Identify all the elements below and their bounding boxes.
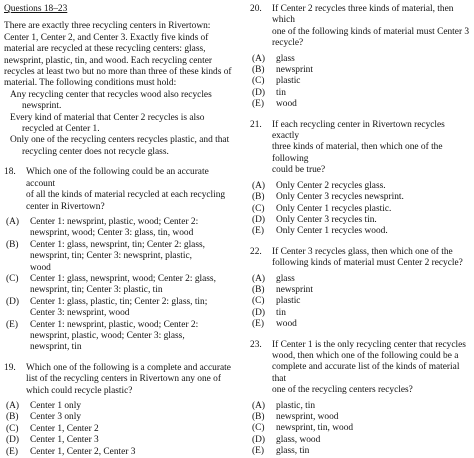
choice-letter: (E)	[252, 446, 264, 457]
choice-letter: (C)	[252, 76, 265, 87]
stem-line: center in Rivertown?	[26, 201, 105, 212]
stem-line: complete and accurate list of the kinds of material that	[272, 362, 460, 384]
condition-line: newsprint.	[22, 101, 62, 112]
choice-b[interactable]	[4, 240, 236, 274]
stem-line: list of the recycling centers in Rivertown any one of	[26, 374, 221, 385]
stem-line: wood, then which one of the following could be a	[272, 350, 459, 361]
question-stem	[26, 363, 236, 397]
choice-a[interactable]	[4, 401, 236, 412]
choice-c[interactable]	[4, 424, 236, 435]
question-stem	[272, 120, 470, 177]
choice-line: Only Center 3 recycles newsprint.	[276, 192, 404, 203]
choice-line: newsprint, tin, wood	[276, 423, 354, 434]
answer-choices	[250, 274, 470, 331]
choice-line: Center 1: glass, plastic, tin; Center 2: glass, tin;	[30, 296, 208, 307]
choice-b[interactable]	[250, 65, 470, 76]
choice-line: Only Center 1 recycles wood.	[276, 226, 388, 237]
question-stem	[272, 340, 470, 397]
choice-c[interactable]	[4, 274, 236, 297]
choice-c[interactable]	[250, 204, 470, 215]
choice-c[interactable]	[250, 76, 470, 87]
choice-letter: (B)	[6, 412, 19, 423]
stem-line: If Center 2 recycles three kinds of material, then which	[272, 4, 454, 26]
choice-line: Center 1, Center 2, Center 3	[30, 446, 136, 457]
choice-line: wood	[276, 319, 297, 330]
stem-line: If Center 1 is the only recycling center that recycles	[272, 339, 466, 350]
answer-choices	[4, 217, 236, 354]
question-23	[250, 340, 470, 458]
choice-letter: (A)	[252, 273, 266, 284]
right-column	[250, 4, 470, 458]
passage-line: recycles at least two but no more than three of these kinds of	[4, 67, 232, 78]
choice-letter: (B)	[252, 65, 265, 76]
choice-line: glass, wood	[276, 434, 321, 445]
choice-e[interactable]	[250, 446, 470, 457]
stem-line: three kinds of material, then which one of the following	[272, 142, 443, 164]
choice-letter: (D)	[252, 214, 266, 225]
choice-line: Only Center 1 recycles plastic.	[276, 203, 392, 214]
choice-letter: (A)	[6, 401, 20, 411]
choice-b[interactable]	[250, 192, 470, 203]
choice-letter: (C)	[252, 423, 265, 434]
choice-letter: (E)	[252, 99, 264, 110]
choice-line: newsprint, tin	[30, 342, 82, 353]
choice-letter: (A)	[6, 216, 20, 227]
answer-choices	[4, 401, 236, 458]
choice-line: Center 1, Center 3	[30, 435, 99, 446]
question-stem	[26, 167, 236, 213]
choice-line: plastic, tin	[276, 400, 316, 411]
choice-letter: (D)	[6, 296, 20, 307]
choice-letter: (C)	[6, 273, 19, 284]
stem-line: one of the following kinds of material must Center 3	[272, 26, 470, 37]
choice-d[interactable]	[4, 297, 236, 320]
choice-line: Center 1: newsprint, plastic, wood; Center 2:	[30, 319, 199, 330]
passage	[4, 21, 236, 158]
condition-3	[4, 135, 236, 158]
choice-b[interactable]	[250, 285, 470, 296]
choice-letter: (D)	[252, 307, 266, 318]
condition-line: Only one of the recycling centers recycles plastic, and that	[10, 135, 230, 146]
choice-letter: (B)	[6, 239, 19, 250]
choice-letter: (A)	[252, 400, 266, 411]
left-column	[4, 4, 236, 458]
choice-letter: (E)	[6, 319, 18, 330]
passage-line: newsprint, plastic, tin, and wood. Each recycling center	[4, 55, 213, 66]
question-number: 21.	[250, 119, 262, 130]
choice-line: Center 1: glass, newsprint, tin; Center 2: glass,	[30, 239, 205, 250]
choice-line: Center 1, Center 2	[30, 423, 99, 434]
choice-e[interactable]	[4, 320, 236, 354]
stem-line: of all the kinds of material recycled at each recycling	[26, 190, 226, 201]
choice-letter: (A)	[252, 53, 266, 64]
choice-line: tin	[276, 87, 286, 98]
choice-a[interactable]	[4, 217, 236, 240]
choice-d[interactable]	[4, 435, 236, 446]
choice-d[interactable]	[250, 88, 470, 99]
question-22	[250, 247, 470, 331]
question-19	[4, 363, 236, 458]
choice-line: Center 1 only	[30, 401, 82, 411]
stem-line: Which one of the following is a complete and accurate	[26, 362, 231, 373]
choice-line: newsprint	[276, 284, 313, 295]
question-number: 22.	[250, 246, 262, 257]
choice-line: Center 1: newsprint, plastic, wood; Center 2:	[30, 216, 199, 227]
choice-letter: (B)	[252, 284, 265, 295]
condition-line: Every kind of material that Center 2 recycles is also	[10, 112, 205, 123]
choice-letter: (C)	[6, 423, 19, 434]
choice-line: glass	[276, 273, 295, 284]
stem-line: one of the recycling centers recycles?	[272, 385, 413, 396]
choice-letter: (D)	[252, 434, 266, 445]
choice-e[interactable]	[250, 319, 470, 330]
choice-line: glass, tin	[276, 446, 310, 457]
question-number: 23.	[250, 339, 262, 350]
choice-d[interactable]	[250, 215, 470, 226]
stem-line: which could recycle plastic?	[26, 385, 133, 396]
choice-letter: (B)	[252, 412, 265, 422]
condition-line: Any recycling center that recycles wood also recycles	[10, 89, 212, 100]
question-number: 20.	[250, 4, 262, 14]
section-header: Questions 18–23	[4, 4, 68, 14]
question-number: 18.	[4, 167, 16, 178]
question-18	[4, 167, 236, 354]
choice-e[interactable]	[250, 226, 470, 237]
choice-line: Center 3: newsprint, wood	[30, 308, 130, 319]
stem-line: Which one of the following could be an accurate account	[26, 167, 209, 189]
choice-line: Center 3 only	[30, 412, 82, 423]
choice-line: plastic	[276, 296, 301, 307]
choice-c[interactable]	[250, 423, 470, 434]
choice-c[interactable]	[250, 296, 470, 307]
choice-a[interactable]	[250, 54, 470, 65]
choice-line: newsprint, wood	[276, 412, 339, 422]
question-stem	[272, 247, 470, 270]
question-20	[250, 4, 470, 111]
choice-e[interactable]	[4, 447, 236, 458]
choice-line: Only Center 3 recycles tin.	[276, 214, 377, 225]
choice-line: newsprint, tin; Center 3: plastic, tin	[30, 285, 163, 296]
passage-intro	[4, 21, 236, 89]
choice-line: Center 1: glass, newsprint, wood; Center 2: glass,	[30, 273, 216, 284]
condition-line: recycling center does not recycle glass.	[22, 146, 169, 157]
choice-letter: (D)	[252, 87, 266, 98]
choice-e[interactable]	[250, 99, 470, 110]
choice-line: wood	[276, 99, 297, 110]
choice-d[interactable]	[250, 308, 470, 319]
choice-line: wood	[30, 262, 51, 273]
condition-2	[4, 113, 236, 136]
choice-letter: (E)	[6, 446, 18, 457]
choice-letter: (C)	[252, 203, 265, 214]
choice-line: newsprint, wood; Center 3: glass, tin, wood	[30, 228, 194, 239]
choice-line: plastic	[276, 76, 301, 87]
passage-line: There are exactly three recycling centers in Rivertown:	[4, 21, 211, 32]
passage-line: material. The following conditions must hold:	[4, 78, 177, 89]
stem-line: recycle?	[272, 38, 304, 49]
choice-a[interactable]	[250, 181, 470, 192]
condition-1	[4, 90, 236, 113]
choice-a[interactable]	[250, 401, 470, 412]
stem-line: could be true?	[272, 165, 326, 176]
choice-line: Only Center 2 recycles glass.	[276, 180, 386, 191]
stem-line: following kinds of material must Center 2 recycle?	[272, 258, 463, 269]
choice-line: newsprint	[276, 65, 313, 76]
condition-line: recycled at Center 1.	[22, 124, 100, 135]
choice-line: newsprint, plastic, wood; Center 3: glass,	[30, 330, 185, 341]
choice-a[interactable]	[250, 274, 470, 285]
passage-line: Center 1, Center 2, and Center 3. Exactly five kinds of	[4, 32, 209, 43]
choice-letter: (A)	[252, 180, 266, 191]
choice-letter: (E)	[252, 226, 264, 237]
passage-line: material are recycled at these recycling centers: glass,	[4, 44, 206, 55]
stem-line: If Center 3 recycles glass, then which one of the	[272, 246, 453, 257]
question-stem	[272, 4, 470, 50]
choice-line: tin	[276, 307, 286, 318]
choice-b[interactable]	[250, 412, 470, 423]
choice-letter: (B)	[252, 192, 265, 203]
choice-line: glass	[276, 53, 295, 64]
answer-choices	[250, 401, 470, 458]
question-21	[250, 120, 470, 238]
choice-d[interactable]	[250, 435, 470, 446]
choice-line: newsprint, tin; Center 3: newsprint, plastic,	[30, 251, 192, 262]
choice-letter: (E)	[252, 319, 264, 330]
answer-choices	[250, 54, 470, 111]
choice-letter: (D)	[6, 435, 20, 446]
choice-letter: (C)	[252, 296, 265, 307]
answer-choices	[250, 181, 470, 238]
question-number: 19.	[4, 362, 16, 373]
stem-line: If each recycling center in Rivertown recycles exactly	[272, 119, 445, 142]
choice-b[interactable]	[4, 412, 236, 423]
